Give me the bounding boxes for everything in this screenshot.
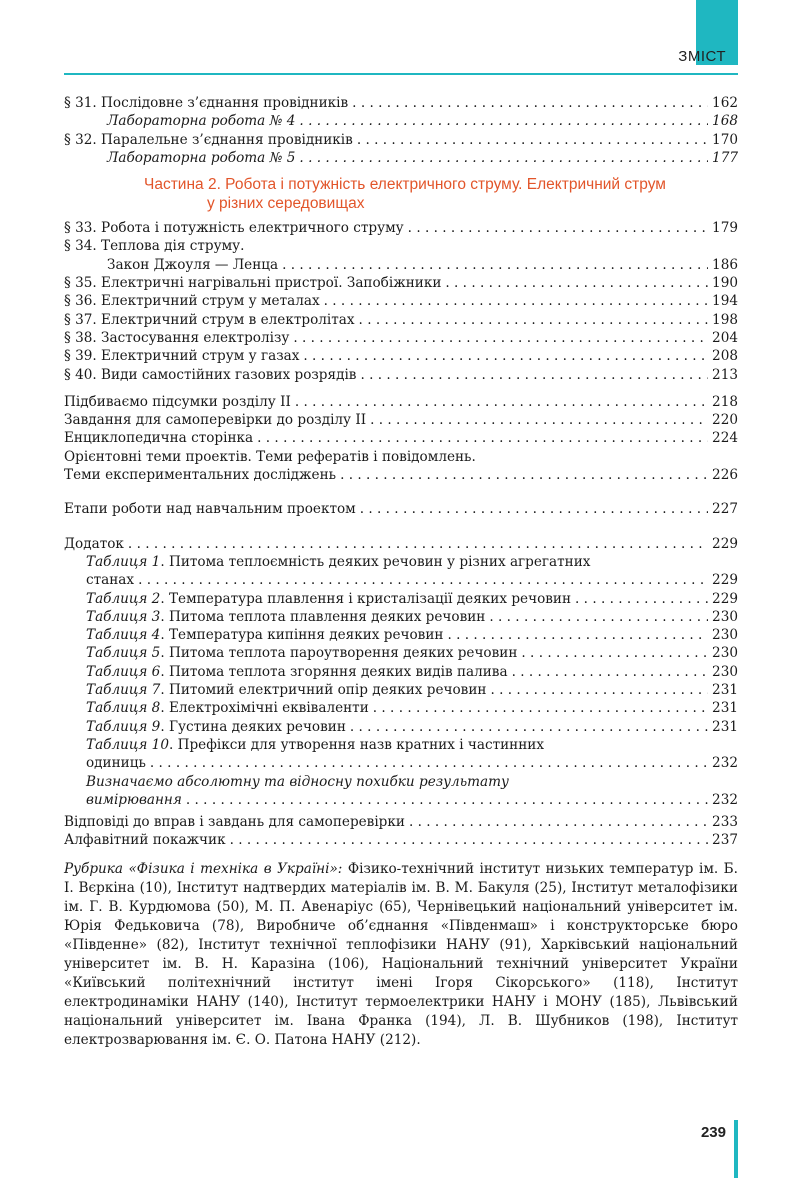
toc-entry-table[interactable]: Таблиця 8. Електрохімічні еквіваленти . . . 231 <box>64 699 738 717</box>
toc-entry-table[interactable]: Таблиця 4. Температура кипіння деяких речовин . . . 230 <box>64 626 738 644</box>
rubric-paragraph <box>64 860 738 1050</box>
rubric-body: Фізико-технічний інститут низьких температур ім. Б. І. Вєркіна (10), Інститут надтвердих матеріалів ім. В. М. Бакуля (25), Інститут металофізики ім. Г. В. Курдюмова (50), М. П. Авенаріус (65), Чернівецький національний університет ім. Юрія Федьковича (78), Виробниче об’єднання «Південмаш» і конструкторське бюро «Південне» (82), Інститут технічної теплофізики НАНУ (91), Харківський національний університет ім. В. Н. Каразіна (106), Національний технічний університет України «Київський політехнічний інститут імені Ігоря Сікорського» (118), Інститут електродинаміки НАНУ (140), Інститут термоелектрики НАНУ і МОНУ (185), Львівський національний університет ім. Івана Франка (194), Л. В. Шубников (198), Інститут електрозварювання ім. Є. О. Патона НАНУ (212). <box>64 861 738 1048</box>
toc-entry-lab[interactable]: Лабораторна робота № 5 . . . 177 <box>64 149 738 167</box>
toc-entry[interactable]: Закон Джоуля — Ленца . . . 186 <box>64 256 738 274</box>
toc-entry[interactable]: § 36. Електричний струм у металах . . . 194 <box>64 292 738 310</box>
page-title: ЗМІСТ <box>678 48 726 65</box>
toc-entry[interactable]: § 33. Робота і потужність електричного струму . . . 179 <box>64 219 738 237</box>
page-number: 239 <box>700 1124 726 1141</box>
toc-entry-table[interactable]: Таблиця 3. Питома теплота плавлення деяких речовин . . . 230 <box>64 608 738 626</box>
table-of-contents <box>64 94 738 850</box>
header-divider <box>64 73 738 75</box>
toc-entry-table[interactable]: одиниць . . . 232 <box>64 754 738 772</box>
toc-entry[interactable]: Алфавітний покажчик . . . 237 <box>64 831 738 849</box>
footer-accent-bar <box>734 1120 738 1178</box>
toc-entry-table[interactable]: Таблиця 9. Густина деяких речовин . . . 231 <box>64 718 738 736</box>
toc-entry-measurement[interactable]: вимірювання . . . 232 <box>64 791 738 809</box>
toc-entry-table: Таблиця 1. Питома теплоємність деяких речовин у різних агрегатних <box>86 553 591 570</box>
toc-entry[interactable]: § 31. Послідовне з’єднання провідників . . . 162 <box>64 94 738 112</box>
toc-entry[interactable]: Етапи роботи над навчальним проектом . . . 227 <box>64 500 738 518</box>
toc-entry[interactable]: § 39. Електричний струм у газах . . . 208 <box>64 347 738 365</box>
part-heading-line2: у різних середовищах <box>207 195 365 213</box>
part-heading-line1: Частина 2. Робота і потужність електричного струму. Електричний струм <box>144 176 666 194</box>
toc-entry-table: Таблиця 10. Префікси для утворення назв кратних і частинних <box>86 736 545 753</box>
part-heading <box>64 175 738 213</box>
toc-entry[interactable]: § 37. Електричний струм в електролітах . . . 198 <box>64 311 738 329</box>
toc-entry[interactable]: § 38. Застосування електролізу . . . 204 <box>64 329 738 347</box>
rubric-lead: Рубрика «Фізика і техніка в Україні»: <box>64 861 343 877</box>
toc-entry-measurement: Визначаємо абсолютну та відносну похибки результату <box>86 773 509 790</box>
toc-entry[interactable]: Енциклопедична сторінка . . . 224 <box>64 429 738 447</box>
toc-entry[interactable]: Підбиваємо підсумки розділу II . . . 218 <box>64 393 738 411</box>
toc-entry-table[interactable]: станах . . . 229 <box>64 571 738 589</box>
toc-entry[interactable]: § 32. Паралельне з’єднання провідників . . . 170 <box>64 131 738 149</box>
toc-entry[interactable]: Теми експериментальних досліджень . . . 226 <box>64 466 738 484</box>
toc-entry-heading: § 34. Теплова дія струму. <box>64 238 245 255</box>
toc-entry-table[interactable]: Таблиця 6. Питома теплота згоряння деяких видів палива . . . 230 <box>64 663 738 681</box>
toc-entry-appendix[interactable]: Додаток . . . 229 <box>64 535 738 553</box>
toc-entry-heading: Орієнтовні теми проектів. Теми рефератів і повідомлень. <box>64 448 476 465</box>
toc-entry-table[interactable]: Таблиця 5. Питома теплота пароутворення деяких речовин . . . 230 <box>64 644 738 662</box>
toc-entry[interactable]: Відповіді до вправ і завдань для самоперевірки . . . 233 <box>64 813 738 831</box>
toc-entry[interactable]: Завдання для самоперевірки до розділу II . . . 220 <box>64 411 738 429</box>
toc-entry-lab[interactable]: Лабораторна робота № 4 . . . 168 <box>64 112 738 130</box>
toc-entry-table[interactable]: Таблиця 2. Температура плавлення і кристалізації деяких речовин . . . 229 <box>64 590 738 608</box>
toc-entry[interactable]: § 40. Види самостійних газових розрядів . . . 213 <box>64 366 738 384</box>
toc-entry[interactable]: § 35. Електричні нагрівальні пристрої. Запобіжники . . . 190 <box>64 274 738 292</box>
toc-entry-table[interactable]: Таблиця 7. Питомий електричний опір деяких речовин . . . 231 <box>64 681 738 699</box>
